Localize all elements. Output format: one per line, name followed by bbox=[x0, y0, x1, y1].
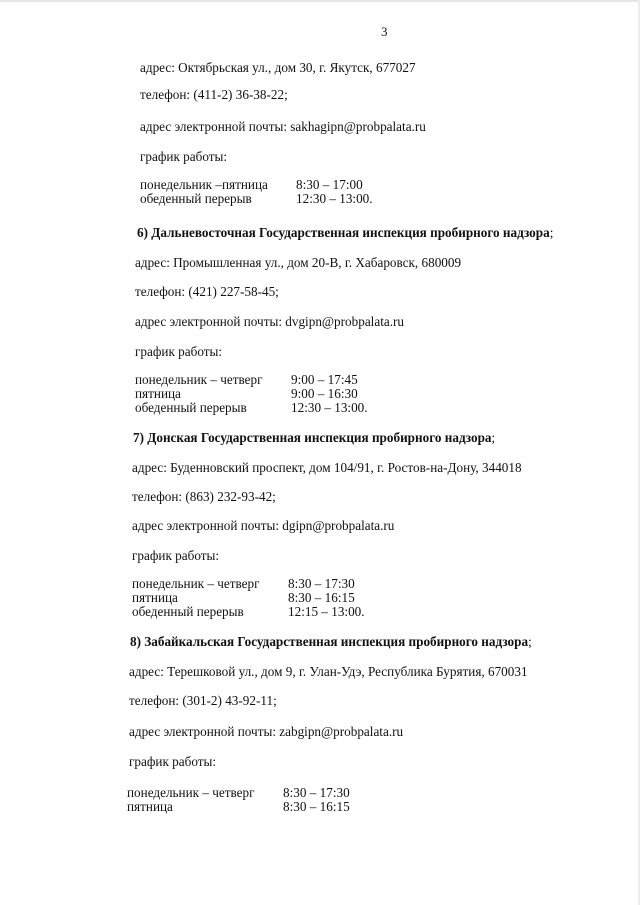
schedule-time: 9:00 – 17:45 bbox=[291, 372, 358, 387]
schedule-row bbox=[127, 800, 350, 814]
heading-end: ; bbox=[491, 430, 496, 445]
schedule-time: 8:30 – 17:30 bbox=[288, 576, 355, 591]
heading-title: Донская Государственная инспекция пробирного надзора bbox=[147, 430, 492, 445]
schedule-day: понедельник – четверг bbox=[132, 576, 260, 591]
block5-phone: телефон: (411-2) 36-38-22; bbox=[140, 87, 288, 102]
heading-number: 6) bbox=[137, 225, 148, 240]
schedule-day: понедельник – четверг bbox=[135, 372, 263, 387]
schedule-day: пятница bbox=[127, 799, 173, 814]
page-number: 3 bbox=[381, 24, 388, 39]
schedule-day: обеденный перерыв bbox=[140, 191, 252, 206]
schedule-time: 8:30 – 17:00 bbox=[296, 177, 363, 192]
schedule-time: 12:30 – 13:00. bbox=[291, 400, 368, 415]
schedule-row bbox=[140, 178, 373, 192]
schedule-day: обеденный перерыв bbox=[135, 400, 247, 415]
block8-email: адрес электронной почты: zabgipn@probpalata.ru bbox=[129, 724, 404, 739]
block7-schedule-label: график работы: bbox=[132, 548, 220, 563]
schedule-row bbox=[132, 577, 365, 591]
block8-phone: телефон: (301-2) 43-92-11; bbox=[129, 693, 277, 708]
schedule-time: 9:00 – 16:30 bbox=[291, 386, 358, 401]
schedule-row bbox=[135, 387, 368, 401]
block8-heading bbox=[130, 634, 532, 650]
schedule-time: 8:30 – 16:15 bbox=[283, 799, 350, 814]
scan-edge-top bbox=[0, 0, 640, 2]
schedule-day: пятница bbox=[132, 590, 178, 605]
schedule-day: пятница bbox=[135, 386, 181, 401]
block7-email: адрес электронной почты: dgipn@probpalata.ru bbox=[132, 518, 395, 533]
schedule-time: 8:30 – 16:15 bbox=[288, 590, 355, 605]
block8-schedule-label: график работы: bbox=[129, 754, 217, 769]
block6-phone: телефон: (421) 227-58-45; bbox=[135, 284, 279, 299]
heading-title: Дальневосточная Государственная инспекция пробирного надзора bbox=[151, 225, 550, 240]
schedule-time: 12:30 – 13:00. bbox=[296, 191, 373, 206]
block7-phone: телефон: (863) 232-93-42; bbox=[132, 489, 276, 504]
heading-title: Забайкальская Государственная инспекция пробирного надзора bbox=[144, 634, 529, 649]
schedule-row bbox=[140, 192, 373, 206]
schedule-day: обеденный перерыв bbox=[132, 604, 244, 619]
block7-schedule bbox=[132, 577, 365, 619]
schedule-time: 12:15 – 13:00. bbox=[288, 604, 365, 619]
block6-heading bbox=[137, 225, 553, 241]
schedule-time: 8:30 – 17:30 bbox=[283, 785, 350, 800]
block5-schedule-label: график работы: bbox=[140, 149, 228, 164]
schedule-row bbox=[127, 786, 350, 800]
block7-heading bbox=[133, 430, 495, 446]
heading-end: ; bbox=[549, 225, 554, 240]
block7-address: адрес: Буденновский проспект, дом 104/91, г. Ростов-на-Дону, 344018 bbox=[132, 460, 522, 475]
block6-schedule bbox=[135, 373, 368, 415]
block8-address: адрес: Терешковой ул., дом 9, г. Улан-Удэ, Республика Бурятия, 670031 bbox=[129, 664, 528, 679]
schedule-row bbox=[135, 373, 368, 387]
block5-address: адрес: Октябрьская ул., дом 30, г. Якутск, 677027 bbox=[140, 60, 416, 75]
schedule-day: понедельник –пятница bbox=[140, 177, 268, 192]
heading-number: 7) bbox=[133, 430, 144, 445]
heading-number: 8) bbox=[130, 634, 141, 649]
block6-schedule-label: график работы: bbox=[135, 344, 223, 359]
block8-schedule bbox=[127, 786, 350, 814]
block6-address: адрес: Промышленная ул., дом 20-В, г. Хабаровск, 680009 bbox=[135, 255, 462, 270]
schedule-row bbox=[132, 591, 365, 605]
schedule-row bbox=[132, 605, 365, 619]
schedule-day: понедельник – четверг bbox=[127, 785, 255, 800]
schedule-row bbox=[135, 401, 368, 415]
block6-email: адрес электронной почты: dvgipn@probpalata.ru bbox=[135, 314, 404, 329]
block5-schedule bbox=[140, 178, 373, 206]
block5-email: адрес электронной почты: sakhagipn@probpalata.ru bbox=[140, 119, 426, 134]
heading-end: ; bbox=[528, 634, 532, 649]
